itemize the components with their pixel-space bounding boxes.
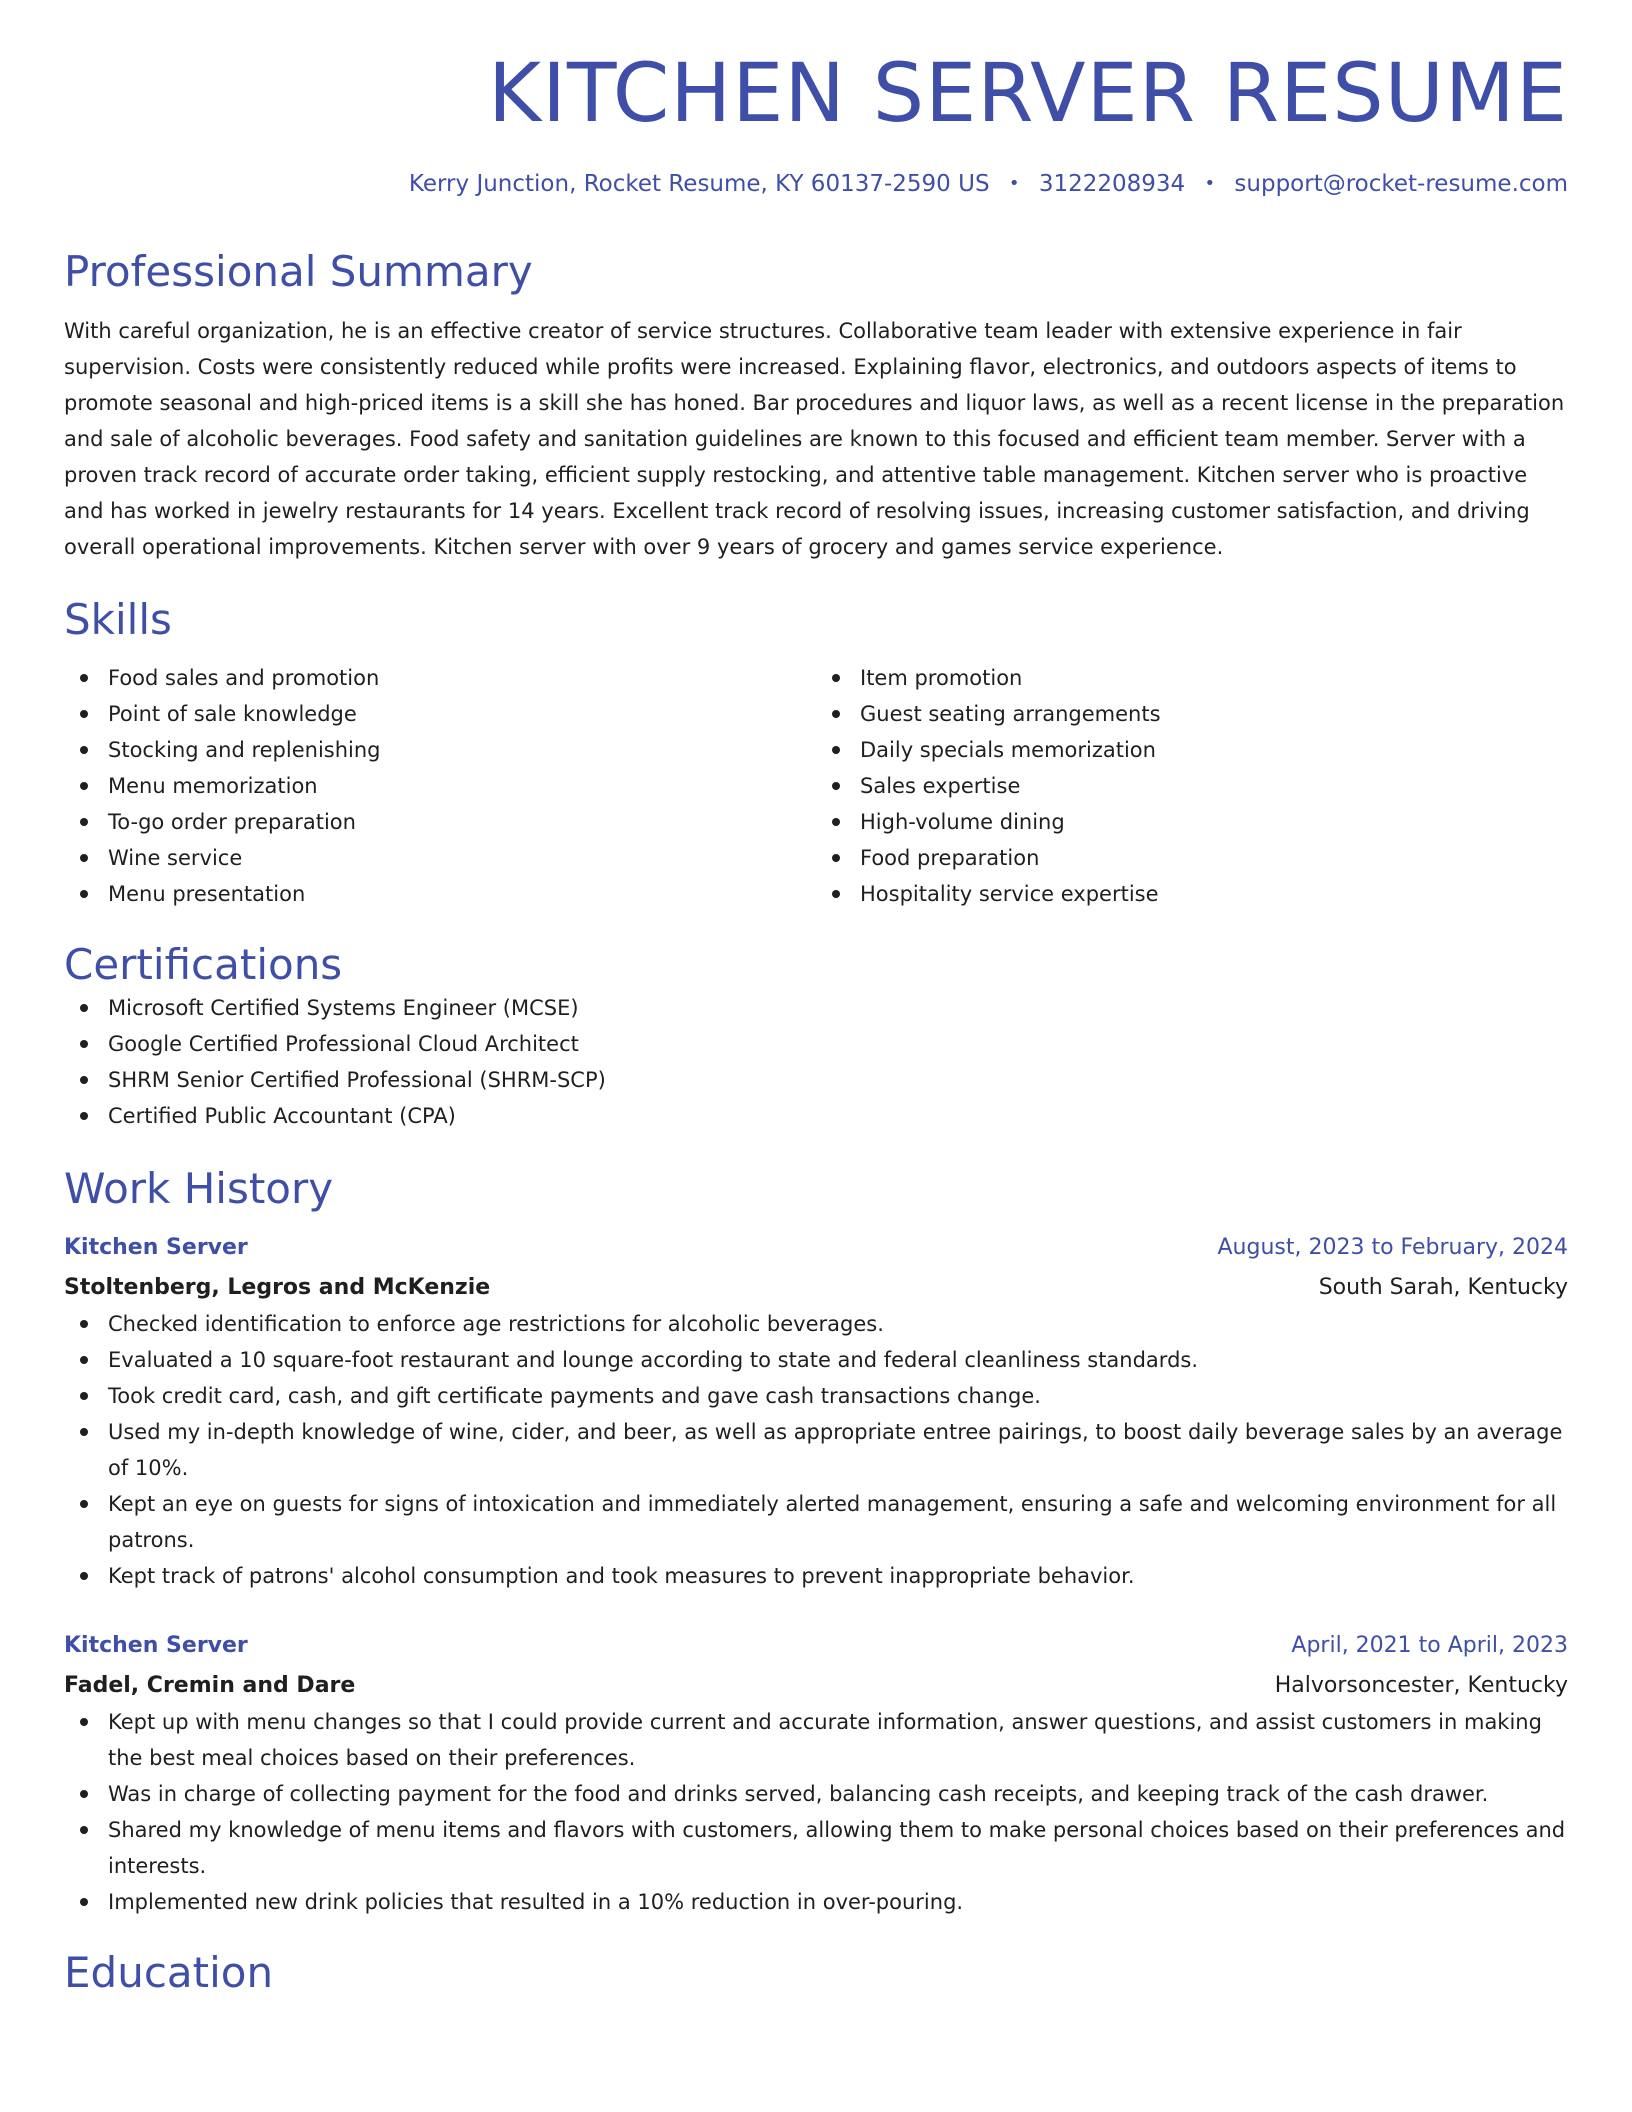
job-bullet: Kept up with menu changes so that I could provide current and accurate information, answer questions, and assist customers in making the best meal choices based on their preferences.: [64, 1704, 1568, 1776]
job-header-row: [64, 1230, 1568, 1266]
skill-item: High-volume dining: [816, 804, 1568, 840]
job-location: South Sarah, Kentucky: [1318, 1275, 1568, 1301]
skill-item: Point of sale knowledge: [64, 696, 816, 732]
certification-item: SHRM Senior Certified Professional (SHRM-SCP): [64, 1062, 1568, 1098]
job-title: Kitchen Server: [64, 1633, 248, 1659]
certifications-list: [64, 990, 1568, 1134]
skill-item: Food sales and promotion: [64, 660, 816, 696]
job-company: Stoltenberg, Legros and McKenzie: [64, 1275, 491, 1301]
job-bullet: Used my in-depth knowledge of wine, cider, and beer, as well as appropriate entree pairings, to boost daily beverage sales by an average of 10%.: [64, 1414, 1568, 1486]
job-entry: [64, 1628, 1568, 1920]
job-company: Fadel, Cremin and Dare: [64, 1673, 356, 1699]
skill-item: To-go order preparation: [64, 804, 816, 840]
summary-heading: Professional Summary: [64, 246, 533, 296]
resume-title: KITCHEN SERVER RESUME: [487, 47, 1568, 141]
job-bullets: [64, 1306, 1568, 1594]
job-bullet: Evaluated a 10 square-foot restaurant and lounge according to state and federal cleanliness standards.: [64, 1342, 1568, 1378]
skill-item: Food preparation: [816, 840, 1568, 876]
job-bullet: Kept an eye on guests for signs of intoxication and immediately alerted management, ensuring a safe and welcoming environment for all patrons.: [64, 1486, 1568, 1558]
skill-item: Menu presentation: [64, 876, 816, 912]
skill-item: Guest seating arrangements: [816, 696, 1568, 732]
education-heading: Education: [64, 1948, 274, 1998]
resume-header: [64, 48, 1568, 199]
skills-grid: [64, 660, 1568, 912]
job-bullet: Took credit card, cash, and gift certificate payments and gave cash transactions change.: [64, 1378, 1568, 1414]
contact-address: Kerry Junction, Rocket Resume, KY 60137-2590 US: [408, 171, 990, 198]
contact-email: support@rocket-resume.com: [1234, 171, 1568, 198]
contact-line: [64, 171, 1568, 199]
skill-item: Daily specials memorization: [816, 732, 1568, 768]
skill-item: Menu memorization: [64, 768, 816, 804]
job-bullet: Kept track of patrons' alcohol consumption and took measures to prevent inappropriate behavior.: [64, 1558, 1568, 1594]
job-dates: April, 2021 to April, 2023: [1291, 1633, 1568, 1659]
job-bullets: [64, 1704, 1568, 1920]
contact-separator: •: [1204, 173, 1216, 195]
job-bullet: Checked identification to enforce age restrictions for alcoholic beverages.: [64, 1306, 1568, 1342]
summary-text: With careful organization, he is an effective creator of service structures. Collaborative team leader with extensive experience in fair supervision. Costs were consistently reduced while profits were increased. Explaining flavor, electronics, and outdoors aspects of items to promote seasonal and high-priced items is a skill she has honed. Bar procedures and liquor laws, as well as a recent license in the preparation and sale of alcoholic beverages. Food safety and sanitation guidelines are known to this focused and efficient team member. Server with a proven track record of accurate order taking, efficient supply restocking, and attentive table management. Kitchen server who is proactive and has worked in jewelry restaurants for 14 years. Excellent track record of resolving issues, increasing customer satisfaction, and driving overall operational improvements. Kitchen server with over 9 years of grocery and games service experience.: [64, 319, 1565, 560]
summary-section: [64, 247, 1568, 565]
job-company-row: [64, 1266, 1568, 1306]
contact-phone: 3122208934: [1038, 171, 1186, 198]
job-bullet: Was in charge of collecting payment for the food and drinks served, balancing cash receipts, and keeping track of the cash drawer.: [64, 1776, 1568, 1812]
job-location: Halvorsoncester, Kentucky: [1274, 1673, 1568, 1699]
job-header-row: [64, 1628, 1568, 1664]
skill-item: Stocking and replenishing: [64, 732, 816, 768]
job-bullet: Shared my knowledge of menu items and flavors with customers, allowing them to make personal choices based on their preferences and interests.: [64, 1812, 1568, 1884]
skills-section: [64, 595, 1568, 911]
job-dates: August, 2023 to February, 2024: [1217, 1235, 1568, 1261]
certification-item: Microsoft Certified Systems Engineer (MCSE): [64, 990, 1568, 1026]
job-title: Kitchen Server: [64, 1235, 248, 1261]
skills-heading: Skills: [64, 595, 172, 645]
job-company-row: [64, 1664, 1568, 1704]
certification-item: Google Certified Professional Cloud Architect: [64, 1026, 1568, 1062]
certifications-section: [64, 940, 1568, 1134]
skill-item: Wine service: [64, 840, 816, 876]
job-entry: [64, 1230, 1568, 1594]
skills-list-right: [816, 660, 1568, 912]
job-bullet: Implemented new drink policies that resulted in a 10% reduction in over-pouring.: [64, 1884, 1568, 1920]
skills-column-right: [816, 660, 1568, 912]
skills-column-left: [64, 660, 816, 912]
work-history-section: [64, 1164, 1568, 1920]
certifications-heading: Certifications: [64, 939, 343, 989]
certification-item: Certified Public Accountant (CPA): [64, 1098, 1568, 1134]
skill-item: Sales expertise: [816, 768, 1568, 804]
education-section: [64, 1948, 1568, 1998]
work-history-heading: Work History: [64, 1163, 334, 1213]
skill-item: Hospitality service expertise: [816, 876, 1568, 912]
skill-item: Item promotion: [816, 660, 1568, 696]
contact-separator: •: [1008, 173, 1020, 195]
skills-list-left: [64, 660, 816, 912]
